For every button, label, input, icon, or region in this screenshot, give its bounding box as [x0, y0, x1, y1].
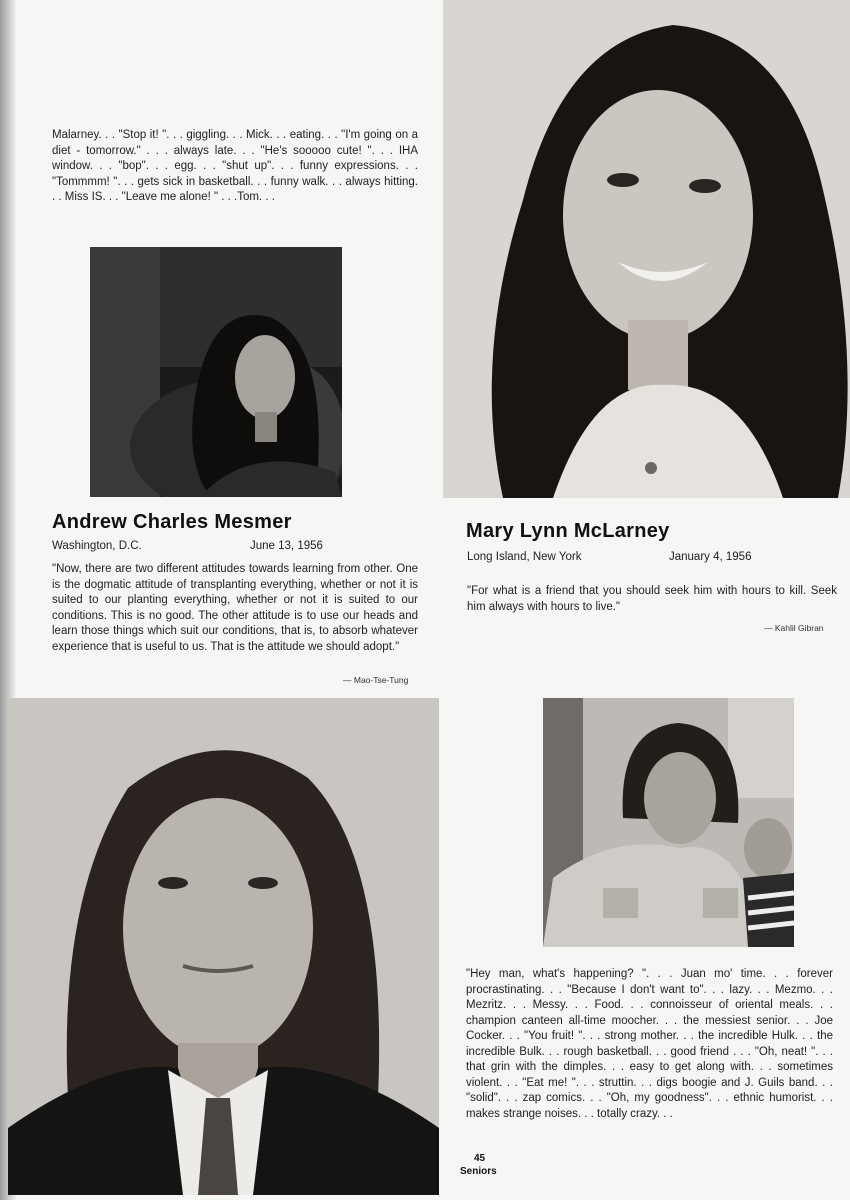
portrait-photo-andrew	[8, 698, 439, 1195]
section-label: Seniors	[460, 1166, 497, 1177]
mary-quote-attribution: — Kahlil Gibran	[764, 623, 824, 633]
candid-photo-girl	[90, 247, 342, 497]
andrew-quote: "Now, there are two different attitudes towards learning from other. One is the dogmatic attitude of transplanting everything, whether or not it is suited to our planting everything, whether or not it is suited to our conditions. This is no good. The other attitude is to use our heads and learn those things which suit our conditions, that is, to absorb whatever experience that is useful to us. That is the attitude we should adopt."	[52, 563, 418, 653]
mary-hometown: Long Island, New York	[467, 551, 582, 563]
andrew-name-heading: Andrew Charles Mesmer	[52, 511, 292, 533]
mary-quote: "For what is a friend that you should seek him with hours to kill. Seek him always with hours to live."	[467, 585, 837, 613]
top-left-caption: Malarney. . . "Stop it! ". . . giggling. . . Mick. . . eating. . . "I'm going on a diet - tomorrow." . . . always late. . . "He's sooooo cute! ". . . IHA window. . . "bop". . . egg. . . "shut up". . . funny expressions. . . "Tommmm! ". . . gets sick in basketball. . . funny walk. . . always hitting. . . Miss IS. . . "Leave me alone! " . . .Tom. . .	[52, 129, 418, 203]
andrew-quote-attribution: — Mao-Tse-Tung	[343, 675, 409, 685]
andrew-birthdate: June 13, 1956	[250, 540, 323, 552]
candid-photo-boy	[543, 698, 794, 947]
portrait-photo-mary	[443, 0, 850, 498]
mary-birthdate: January 4, 1956	[669, 551, 752, 563]
page-number: 45	[474, 1153, 486, 1164]
mary-name-heading: Mary Lynn McLarney	[466, 520, 670, 542]
bottom-right-caption: "Hey man, what's happening? ". . . Juan mo' time. . . forever procrastinating. . . "Because I don't want to". . . lazy. . . Mezmo. . . Mezritz. . . Messy. . . Food. . . connoisseur of oriental meals. . . champion canteen all-time moocher. . . the messiest senior. . . Joe Cocker. . . "You fruit! ". . . strong mother. . . the incredible Hulk. . . the incredible Bulk. . . rough basketball. . . good friend . . . "Oh, neat! ". . . that grin with the dimples. . . easy to get along with. . . sometimes violent. . . "Eat me! ". . . struttin. . . digs boogie and J. Guils band. . . "solid". . . zap comics. . . "Oh, my goodness". . . ethnic humorist. . . makes strange noises. . . totally crazy. . .	[466, 968, 833, 1120]
andrew-hometown: Washington, D.C.	[52, 540, 142, 552]
